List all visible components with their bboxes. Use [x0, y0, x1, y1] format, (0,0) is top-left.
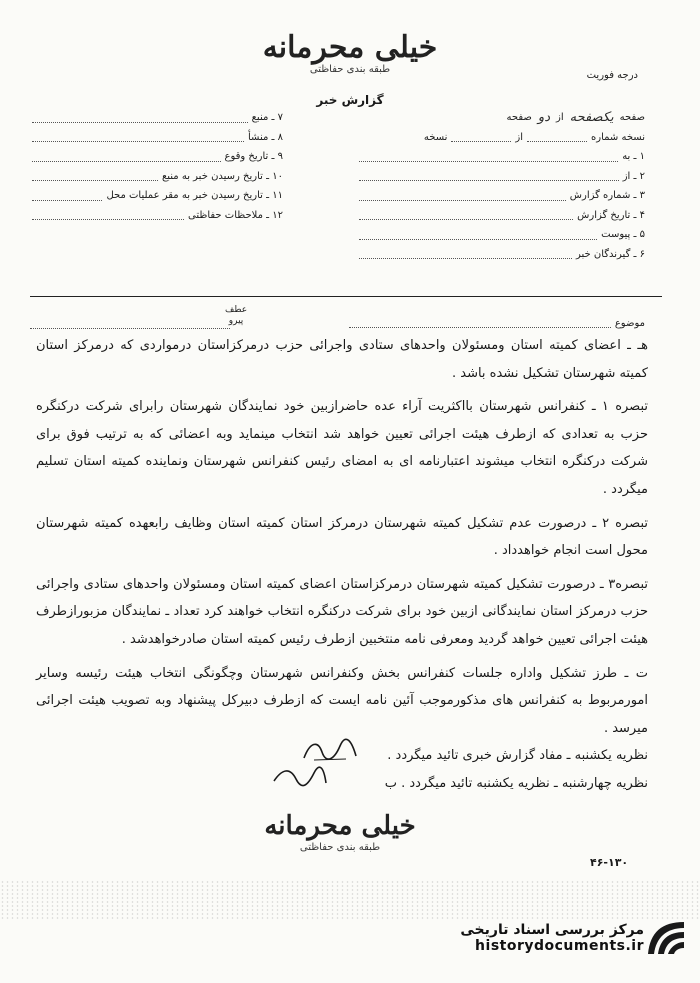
classification-text: خیلی محرمانه — [264, 811, 416, 841]
field-label: ۲ ـ از — [622, 170, 645, 182]
paragraph: تبصره ۱ ـ کنفرانس شهرستان بااکثریت آراء عده حاضرازبین خود نمایندگان شهرستان رابرای شرکت درکنگره حزب به تعدادی که ازطرف هیئت اجرائی تعیین خواهد شد انتخاب مینماید وبه اعضائی که به ترتیب فوق برای شرکت درکنگره انتخاب میشوند اعتبارنامه ای به امضای رئیس کنفرانس شهرستان ونماینده کمیته استان تسلیم میگردد . — [36, 399, 648, 497]
field-label: ۴ ـ تاریخ گزارش — [577, 209, 645, 221]
field-row — [355, 167, 645, 187]
dotted-line — [32, 113, 248, 123]
copy-number-row — [355, 128, 645, 148]
watermark-url: historydocuments.ir — [475, 938, 644, 954]
dotted-line — [359, 210, 573, 220]
classification-stamp-top — [235, 30, 465, 75]
dotted-line — [30, 320, 230, 329]
field-label: ۸ ـ منشأ — [247, 131, 283, 143]
paragraph: تبصره۳ ـ درصورت تشکیل کمیته شهرستان درمرکزاستان اعضای کمیته استان ومسئولان واحدهای ستادی واجرائی حزب درمرکز استان نمایندگانی ازبین خود برای شرکت درکنگره انتخاب خواهند کرد تعداد ـ نمایندگان مزبورازطرف هیئت اجرائی تعیین خواهد گردید ومعرفی نامه منتخبین ازطرف رئیس کمیته استان صادرخواهدشد . — [36, 576, 648, 647]
dotted-line — [359, 249, 572, 259]
signature-1 — [300, 738, 360, 764]
paragraph: ت ـ طرز تشکیل واداره جلسات کنفرانس بخش وکنفرانس شهرستان وچگونگی انتخاب هیئت رئیسه وسایر امورمربوط به کنفرانس های مذکورموجب آئین نامه ایست که ازطرف دبیرکل پیشنهاد وبه تصویب هیئت اجرائی میرسد . — [36, 665, 648, 736]
field-row — [355, 225, 645, 245]
field-label: صفحه — [619, 112, 645, 124]
field-row — [28, 206, 283, 226]
field-row — [355, 245, 645, 265]
classification-caption: طبقه بندی حفاظتی — [299, 842, 381, 853]
priority-label: درجه فوریت — [586, 70, 638, 81]
subject-row — [345, 318, 645, 329]
dotted-line — [32, 152, 221, 162]
page-count-row — [355, 108, 645, 128]
dotted-line — [359, 152, 618, 162]
dotted-line — [32, 171, 158, 181]
scan-noise — [0, 880, 700, 920]
report-title: گزارش خبر — [316, 93, 384, 107]
field-row — [355, 206, 645, 226]
dotted-line — [32, 210, 184, 220]
handwritten-value: دو — [537, 110, 550, 126]
dotted-line — [359, 191, 566, 201]
field-end: نسخه — [423, 131, 448, 143]
field-row — [355, 186, 645, 206]
signature-2 — [270, 763, 330, 789]
field-label: ۵ ـ پیوست — [601, 229, 645, 241]
paragraph: تبصره ۲ ـ درصورت عدم تشکیل کمیته شهرستان درمرکز استان کمیته استان وظایف رابعهده کمیته شهرستان محول است انجام خواهدداد . — [36, 515, 648, 559]
field-label: ۷ ـ منبع — [251, 112, 283, 124]
subject-label: موضوع — [614, 318, 645, 329]
comment-line — [36, 770, 648, 798]
dotted-line — [359, 230, 597, 240]
report-body — [36, 332, 648, 798]
classification-text: خیلی محرمانه — [262, 30, 438, 65]
field-row — [355, 147, 645, 167]
field-label: نسخه شماره — [591, 131, 645, 143]
atf-label: عطف — [225, 305, 248, 315]
classification-stamp-bottom — [225, 808, 455, 853]
dotted-line — [527, 132, 587, 142]
comment-text: نظریه یکشنبه ـ مفاد گزارش خبری تائید میگردد . — [387, 748, 648, 764]
field-label: ۶ ـ گیرندگان خبر — [575, 248, 645, 260]
field-end: صفحه — [506, 112, 532, 124]
field-label: ۱۲ ـ ملاحظات حفاظتی — [188, 209, 283, 221]
document-number: ۴۶-۱۳۰ — [590, 856, 629, 869]
header-divider — [30, 296, 662, 297]
dotted-line — [359, 171, 619, 181]
field-label: ۱۱ ـ تاریخ رسیدن خبر به مقر عملیات محل — [106, 190, 283, 202]
field-row — [28, 186, 283, 206]
field-row — [28, 128, 283, 148]
dotted-line — [32, 132, 244, 142]
watermark-persian: مرکز بررسی اسناد تاریخی — [460, 922, 644, 938]
header-fields-right — [355, 108, 645, 264]
field-label: ۱ ـ به — [622, 151, 645, 163]
dotted-line — [32, 191, 102, 201]
dotted-line — [349, 318, 611, 328]
field-label: ۱۰ ـ تاریخ رسیدن خبر به منبع — [161, 170, 283, 182]
paragraph: هـ ـ اعضای کمیته استان ومسئولان واحدهای ستادی واجرائی حزب درمرکزاستان درمواردی که درمرکز استان کمیته شهرستان تشکیل نشده باشد . — [36, 338, 648, 381]
handwritten-value: یکصفحه — [569, 110, 614, 126]
field-row — [28, 167, 283, 187]
field-label: ۳ ـ شماره گزارش — [569, 190, 645, 202]
peyro-label: پیرو — [228, 316, 244, 326]
field-row — [28, 108, 283, 128]
comment-text: نظریه چهارشنبه ـ نظریه یکشنبه تائید میگردد . ب — [384, 775, 648, 791]
archive-logo-icon — [644, 918, 688, 958]
field-label: ۹ ـ تاریخ وقوع — [224, 151, 283, 163]
classification-caption: طبقه بندی حفاظتی — [309, 64, 391, 75]
field-row — [28, 147, 283, 167]
field-mid: از — [515, 131, 524, 143]
field-mid: از — [556, 112, 564, 124]
archive-watermark — [452, 918, 688, 958]
header-fields-left — [28, 108, 283, 225]
dotted-line — [451, 132, 511, 142]
